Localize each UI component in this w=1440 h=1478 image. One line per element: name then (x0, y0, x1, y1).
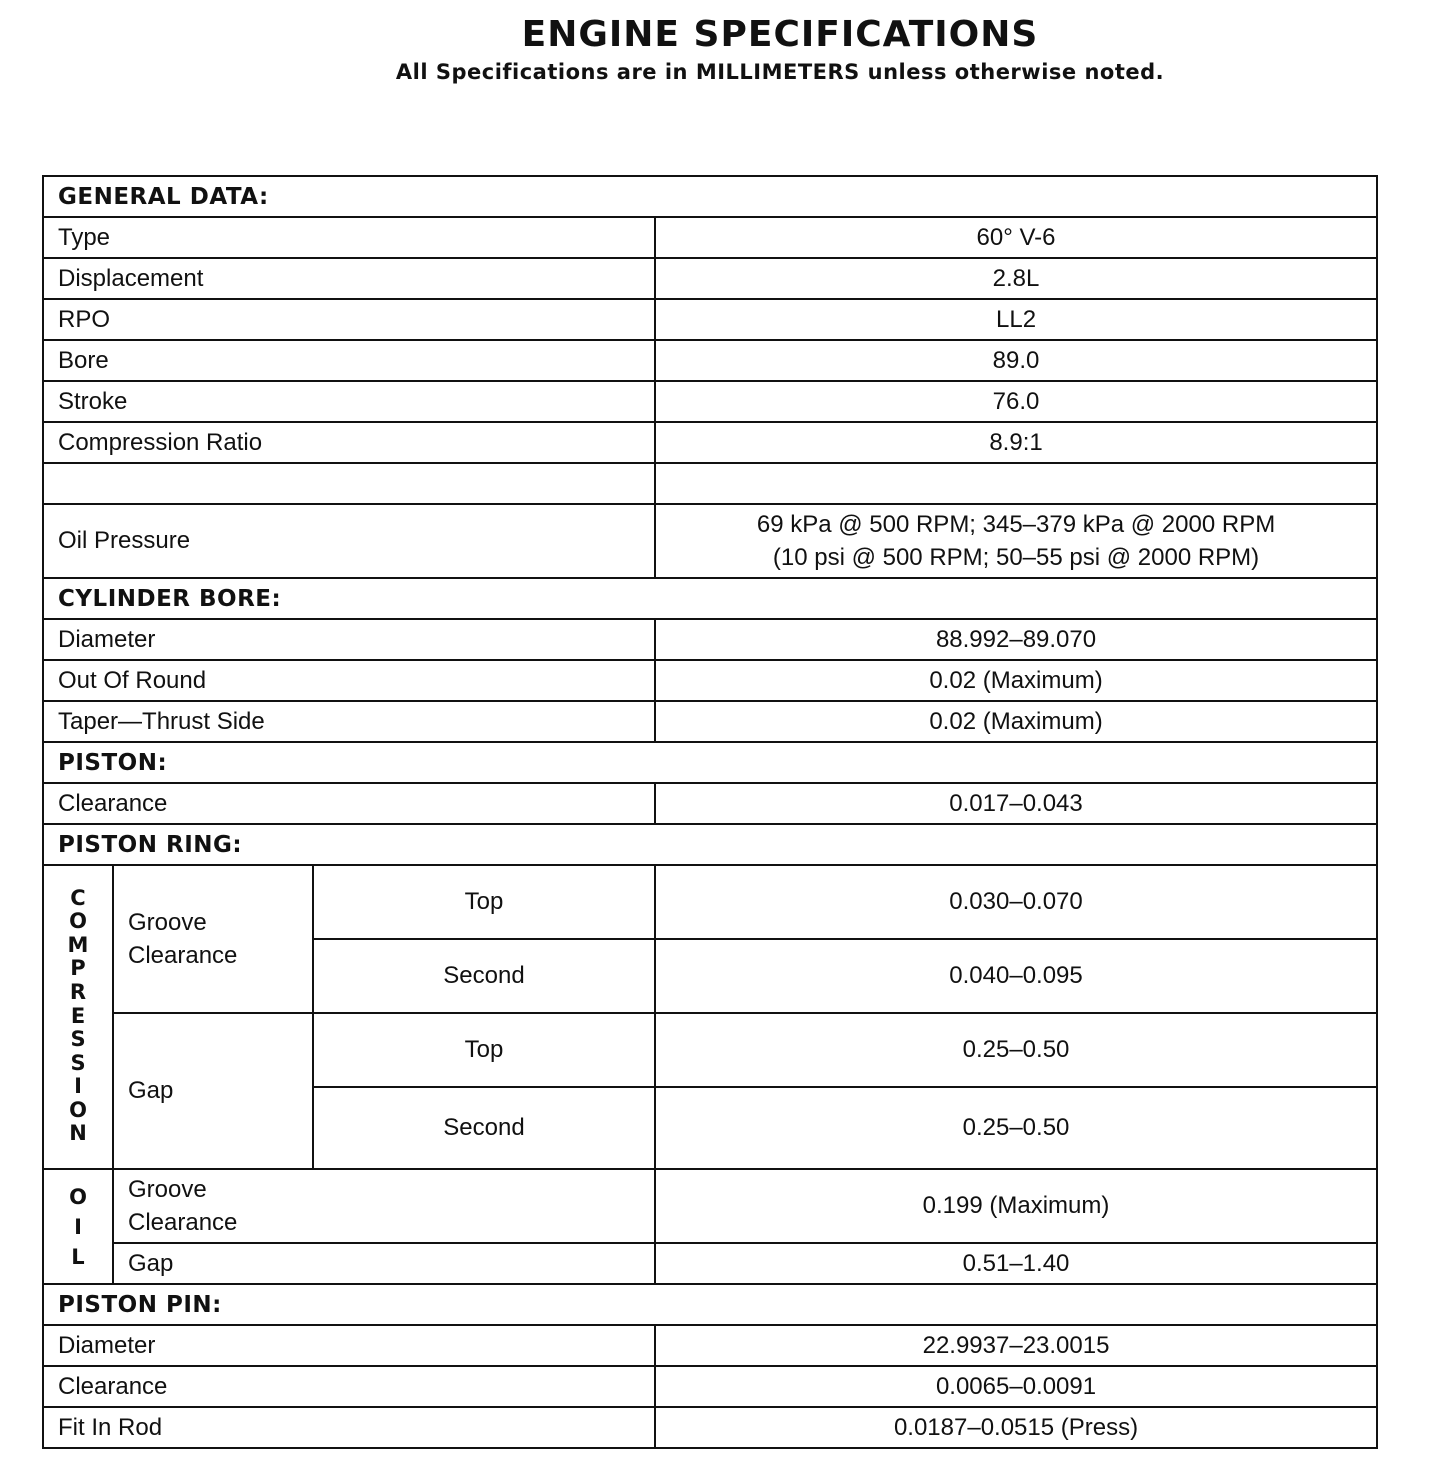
spec-value: 0.030–0.070 (655, 865, 1377, 939)
spec-row (43, 258, 1377, 299)
spec-value: 0.25–0.50 (655, 1013, 1377, 1087)
oil-groove-label-line-1: Groove (128, 1176, 207, 1203)
groove-clearance-label (113, 865, 313, 1013)
empty-cell (43, 463, 655, 504)
spec-row (43, 422, 1377, 463)
spec-label: Compression Ratio (43, 422, 655, 463)
spec-row (43, 1325, 1377, 1366)
spec-label: Oil Pressure (43, 504, 655, 578)
compression-letter: C (70, 885, 86, 910)
compression-letter: E (70, 1003, 86, 1028)
spec-value: 89.0 (655, 340, 1377, 381)
oil-letter: L (71, 1244, 85, 1269)
empty-row (43, 463, 1377, 504)
section-header-row (43, 176, 1377, 217)
spec-value: 0.017–0.043 (655, 783, 1377, 824)
ring-row (43, 1013, 1377, 1087)
engine-spec-table (42, 175, 1378, 1449)
section-heading-general: GENERAL DATA: (43, 176, 1377, 217)
spec-value: 0.02 (Maximum) (655, 701, 1377, 742)
spec-row-oil-pressure (43, 504, 1377, 578)
ring-row (43, 865, 1377, 939)
spec-label: Diameter (43, 619, 655, 660)
page-subtitle: All Specifications are in MILLIMETERS unless otherwise noted. (395, 60, 1165, 84)
spec-label: Bore (43, 340, 655, 381)
section-heading-piston-pin: PISTON PIN: (43, 1284, 1377, 1325)
gap-label: Gap (113, 1013, 313, 1169)
ring-position-label: Top (313, 865, 655, 939)
section-header-row (43, 824, 1377, 865)
spec-value-oil-pressure (655, 504, 1377, 578)
spec-value: 2.8L (655, 258, 1377, 299)
section-header-row (43, 1284, 1377, 1325)
spec-value: 8.9:1 (655, 422, 1377, 463)
compression-letter: S (70, 1027, 86, 1052)
spec-label: RPO (43, 299, 655, 340)
compression-letter: O (69, 909, 87, 934)
oil-vertical-label (43, 1169, 113, 1284)
spec-label: Displacement (43, 258, 655, 299)
spec-row (43, 299, 1377, 340)
ring-position-label: Second (313, 1087, 655, 1169)
compression-letter: P (70, 956, 86, 981)
ring-position-label: Second (313, 939, 655, 1013)
spec-value: 0.199 (Maximum) (655, 1169, 1377, 1243)
spec-value: 0.0187–0.0515 (Press) (655, 1407, 1377, 1448)
spec-label: Fit In Rod (43, 1407, 655, 1448)
spec-value: 76.0 (655, 381, 1377, 422)
section-header-row (43, 742, 1377, 783)
spec-row (43, 1366, 1377, 1407)
spec-label: Clearance (43, 783, 655, 824)
oil-letters (69, 1182, 87, 1272)
oil-pressure-line-2: (10 psi @ 500 RPM; 50–55 psi @ 2000 RPM) (772, 544, 1260, 571)
oil-ring-row (43, 1243, 1377, 1284)
compression-letter: R (69, 979, 87, 1004)
spec-row (43, 381, 1377, 422)
oil-ring-row (43, 1169, 1377, 1243)
groove-label-line-1: Groove (128, 909, 207, 936)
spec-label: Clearance (43, 1366, 655, 1407)
spec-row (43, 1407, 1377, 1448)
groove-label-line-2: Clearance (128, 942, 238, 969)
section-heading-piston-ring: PISTON RING: (43, 824, 1377, 865)
compression-letter: O (69, 1097, 87, 1122)
oil-groove-clearance-label (113, 1169, 655, 1243)
spec-label: Taper—Thrust Side (43, 701, 655, 742)
compression-vertical-label (43, 865, 113, 1169)
spec-row (43, 701, 1377, 742)
spec-row (43, 783, 1377, 824)
spec-value: 88.992–89.070 (655, 619, 1377, 660)
spec-label: Diameter (43, 1325, 655, 1366)
compression-letters (68, 887, 89, 1147)
spec-value: LL2 (655, 299, 1377, 340)
spec-value: 0.02 (Maximum) (655, 660, 1377, 701)
spec-value: 0.040–0.095 (655, 939, 1377, 1013)
oil-letter: O (69, 1184, 87, 1209)
compression-letter: N (69, 1121, 87, 1146)
spec-label: Type (43, 217, 655, 258)
compression-letter: M (67, 932, 89, 957)
spec-value: 60° V-6 (655, 217, 1377, 258)
spec-row (43, 619, 1377, 660)
oil-gap-label: Gap (113, 1243, 655, 1284)
spec-value: 0.0065–0.0091 (655, 1366, 1377, 1407)
spec-row (43, 660, 1377, 701)
section-heading-cylinder-bore: CYLINDER BORE: (43, 578, 1377, 619)
compression-letter: S (70, 1050, 86, 1075)
compression-letter: I (74, 1074, 82, 1099)
page-title: ENGINE SPECIFICATIONS (521, 14, 1039, 55)
spec-value: 22.9937–23.0015 (655, 1325, 1377, 1366)
spec-label: Out Of Round (43, 660, 655, 701)
oil-letter: I (74, 1214, 82, 1239)
spec-value: 0.25–0.50 (655, 1087, 1377, 1169)
spec-label: Stroke (43, 381, 655, 422)
spec-row (43, 340, 1377, 381)
spec-value: 0.51–1.40 (655, 1243, 1377, 1284)
empty-cell (655, 463, 1377, 504)
oil-groove-label-line-2: Clearance (128, 1209, 238, 1236)
section-header-row (43, 578, 1377, 619)
spec-row (43, 217, 1377, 258)
oil-pressure-line-1: 69 kPa @ 500 RPM; 345–379 kPa @ 2000 RPM (756, 511, 1276, 538)
ring-position-label: Top (313, 1013, 655, 1087)
section-heading-piston: PISTON: (43, 742, 1377, 783)
